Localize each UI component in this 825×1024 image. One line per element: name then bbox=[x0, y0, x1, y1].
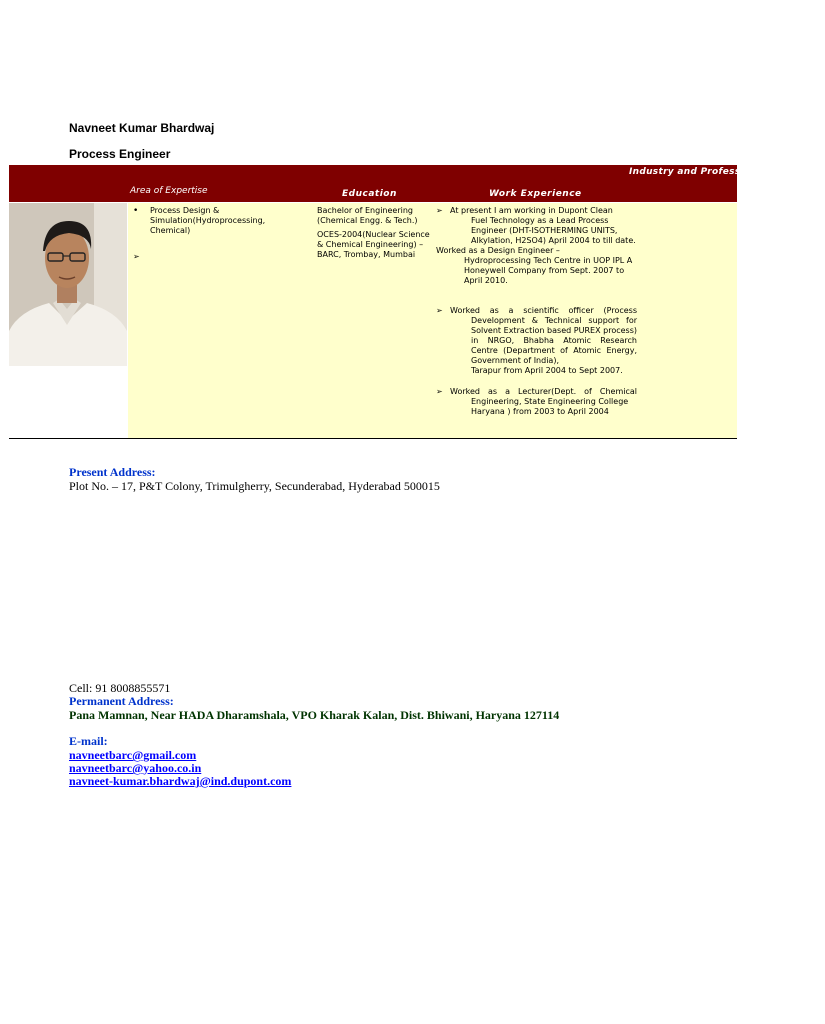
table-header-band bbox=[9, 165, 825, 202]
email-link[interactable]: navneet-kumar.bhardwaj@ind.dupont.com bbox=[69, 774, 292, 788]
work-item bbox=[436, 246, 637, 286]
email-label: E-mail: bbox=[69, 734, 108, 748]
expertise-item: Process Design & Simulation(Hydroprocessing, Chemical) bbox=[150, 206, 266, 235]
work-item-text: Fuel Technology as a Lead Process Engineer (DHT-ISOTHERMING UNITS, Alkylation, H2SO4) April 2004 to till date. bbox=[471, 216, 636, 245]
arrow-bullet-icon: ➢ bbox=[436, 206, 443, 215]
work-item-lead: Worked as a Design Engineer – bbox=[436, 246, 560, 255]
arrow-bullet-icon: ➢ bbox=[436, 387, 443, 396]
permanent-address-value: Pana Mamnan, Near HADA Dharamshala, VPO Kharak Kalan, Dist. Bhiwani, Haryana 127114 bbox=[69, 708, 560, 722]
candidate-name: Navneet Kumar Bhardwaj bbox=[69, 121, 215, 135]
col-education: Education bbox=[342, 189, 397, 199]
person-photo-icon bbox=[9, 203, 127, 366]
arrow-bullet-icon: ➢ bbox=[436, 306, 443, 315]
work-item-text: Haryana ) from 2003 to April 2004 bbox=[471, 407, 609, 416]
permanent-address-label: Permanent Address: bbox=[69, 694, 174, 708]
table-bottom-rule bbox=[9, 438, 737, 439]
work-item bbox=[436, 206, 637, 246]
education-item: Bachelor of Engineering (Chemical Engg. & Tech.) bbox=[317, 206, 418, 225]
email-link[interactable]: navneetbarc@gmail.com bbox=[69, 748, 197, 762]
work-item-text: Engineering, State Engineering College bbox=[471, 397, 629, 406]
work-item-text: Development & Technical support for Solvent Extraction based PUREX process) in NRGO, Bhabha Atomic Research Centre (Department of Atomic Energy, Government of India), bbox=[471, 316, 637, 365]
col-work-experience: Work Experience bbox=[489, 189, 582, 199]
candidate-role: Process Engineer bbox=[69, 147, 171, 161]
email-link[interactable]: navneetbarc@yahoo.co.in bbox=[69, 761, 202, 775]
work-item-text: Hydroprocessing Tech Centre in UOP IPL A Honeywell Company from Sept. 2007 to April 2010. bbox=[464, 256, 633, 285]
work-item-text: Tarapur from April 2004 to Sept 2007. bbox=[471, 366, 623, 375]
bullet-icon: • bbox=[133, 206, 139, 216]
present-address-value: Plot No. – 17, P&T Colony, Trimulgherry, Secunderabad, Hyderabad 500015 bbox=[69, 479, 440, 493]
col-industry-initiatives: Industry and Professional Initiatives bbox=[629, 167, 825, 177]
work-item-lead: At present I am working in Dupont Clean bbox=[450, 206, 613, 215]
col-area-of-expertise: Area of Expertise bbox=[130, 186, 208, 196]
work-experience-cell bbox=[436, 206, 637, 417]
work-item bbox=[436, 306, 637, 376]
education-cell bbox=[304, 206, 436, 260]
work-item-lead: Worked as a scientific officer (Process bbox=[450, 306, 637, 315]
work-item bbox=[436, 387, 637, 417]
arrow-bullet-icon: ➢ bbox=[133, 252, 140, 261]
cell-number: Cell: 91 8008855571 bbox=[69, 681, 171, 695]
work-item-lead: Worked as a Lecturer(Dept. of Chemical bbox=[450, 387, 637, 396]
education-item: OCES-2004(Nuclear Science & Chemical Engineering) – BARC, Trombay, Mumbai bbox=[317, 230, 430, 259]
present-address-label: Present Address: bbox=[69, 465, 156, 479]
